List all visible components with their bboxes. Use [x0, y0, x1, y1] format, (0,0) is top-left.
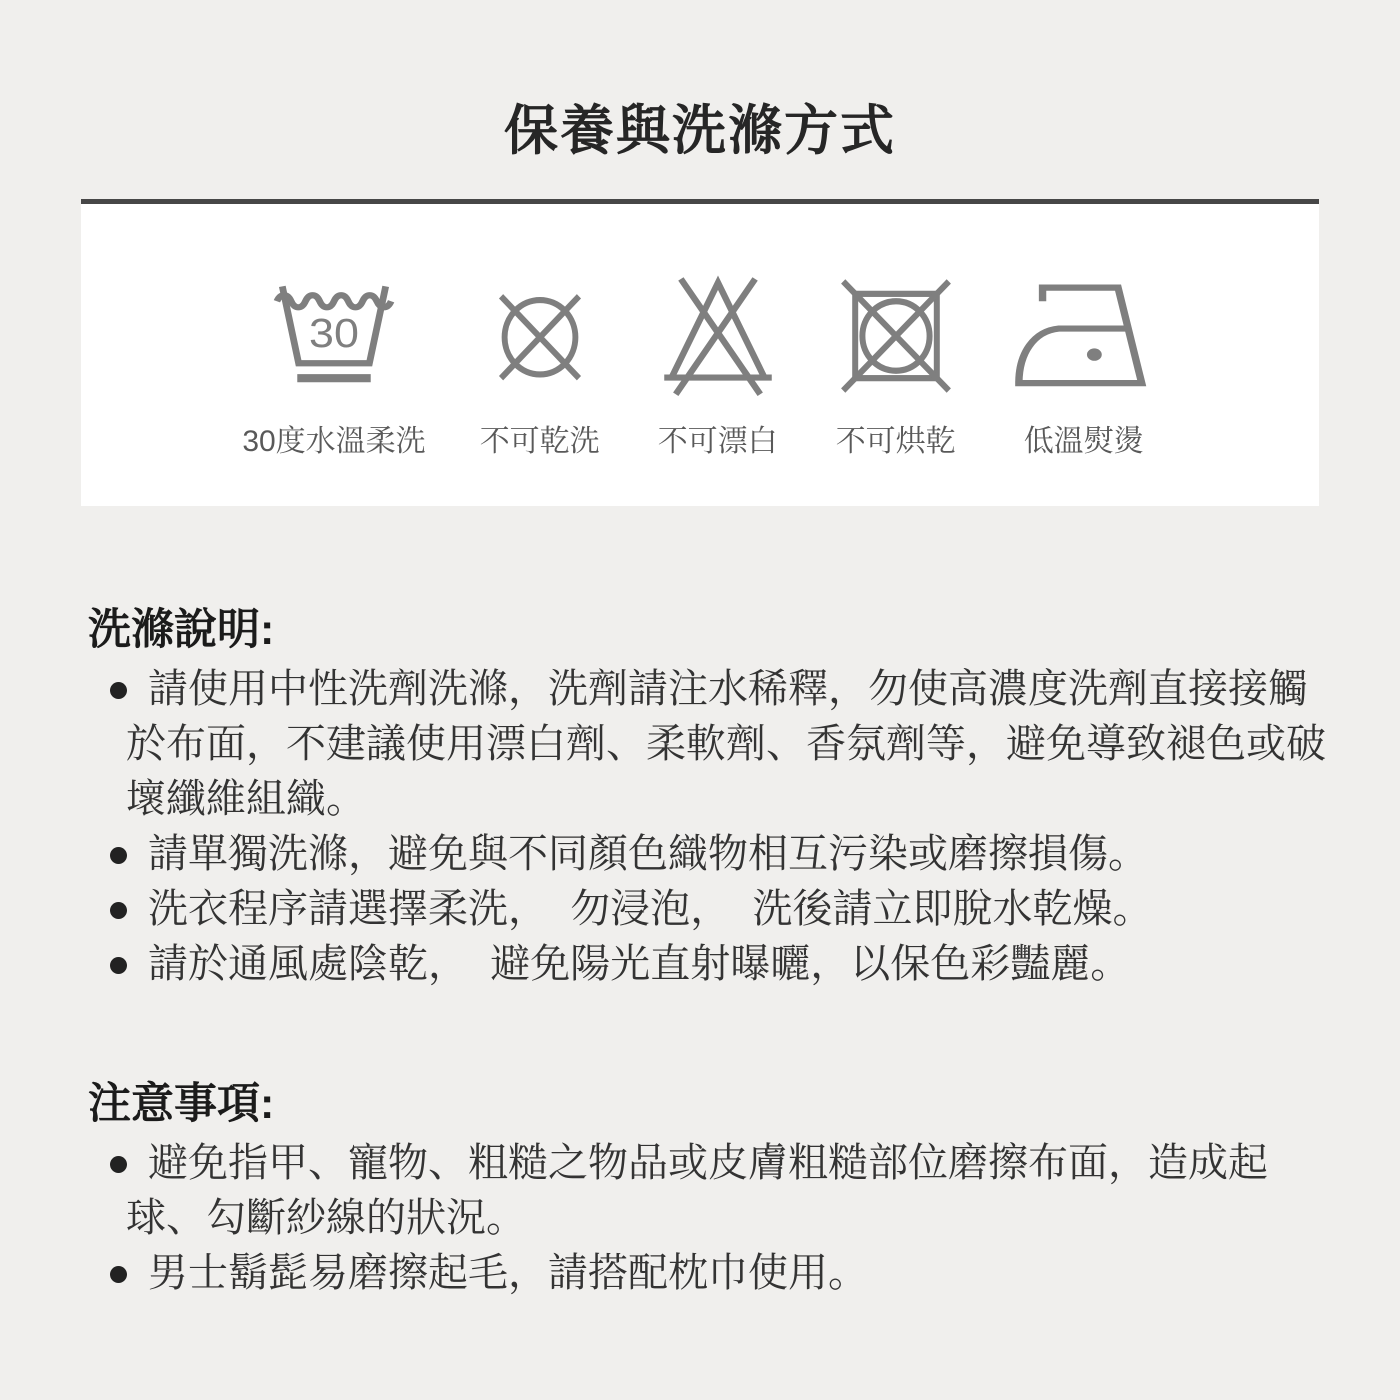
list-item: 洗衣程序請選擇柔洗， 勿浸泡， 洗後請立即脫水乾燥。 [126, 882, 1330, 937]
care-symbol-no-tumble-dry [836, 274, 956, 460]
care-symbols-panel [81, 204, 1319, 506]
notes-section [88, 1078, 1330, 1301]
care-symbol-label: 不可漂白 [657, 425, 778, 458]
care-symbol-label: 低溫熨燙 [1023, 425, 1144, 458]
list-item: 請使用中性洗劑洗滌，洗劑請注水稀釋，勿使高濃度洗劑直接接觸於布面，不建議使用漂白劑、柔軟劑、香氛劑等，避免導致褪色或破壞纖維組織。 [126, 662, 1330, 827]
notes-list [88, 1136, 1330, 1301]
list-item: 請單獨洗滌，避免與不同顏色織物相互污染或磨擦損傷。 [126, 827, 1330, 882]
no-bleach-icon [654, 274, 782, 398]
care-symbol-iron-low [1010, 274, 1158, 460]
washing-section-heading: 洗滌說明: [88, 606, 275, 654]
care-symbol-no-bleach [654, 274, 782, 460]
notes-section-heading: 注意事項: [88, 1080, 275, 1128]
washing-instructions-list [88, 662, 1330, 992]
wash-temp-value: 30 [309, 310, 359, 357]
list-item: 男士鬍髭易磨擦起毛，請搭配枕巾使用。 [126, 1246, 1330, 1301]
no-tumble-dry-icon [836, 274, 956, 398]
page-title: 保養與洗滌方式 [504, 101, 896, 161]
care-symbol-no-dry-clean [480, 274, 600, 460]
care-symbol-label: 30度水溫柔洗 [242, 425, 426, 458]
care-symbol-wash-30 [242, 274, 425, 460]
list-item: 請於通風處陰乾， 避免陽光直射曝曬，以保色彩豔麗。 [126, 937, 1330, 992]
iron-low-temp-icon [1010, 274, 1158, 398]
wash-30-gentle-icon [266, 274, 402, 398]
care-symbol-label: 不可烘乾 [835, 425, 956, 458]
no-dry-clean-icon [481, 274, 599, 398]
care-symbol-label: 不可乾洗 [479, 425, 600, 458]
list-item: 避免指甲、寵物、粗糙之物品或皮膚粗糙部位磨擦布面，造成起球、勾斷紗線的狀況。 [126, 1136, 1330, 1246]
washing-instructions-section [88, 604, 1330, 992]
